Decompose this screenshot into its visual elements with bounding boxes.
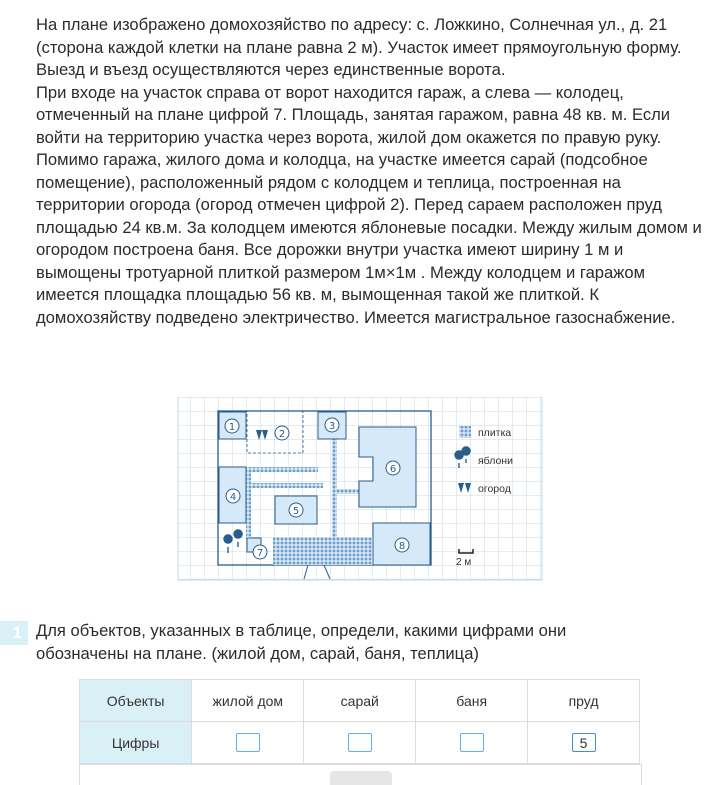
paved-area: [273, 537, 373, 565]
answer-input-pond[interactable]: 5: [572, 733, 596, 752]
answer-input-house[interactable]: [236, 733, 260, 752]
plan-label-2: 2: [278, 429, 286, 440]
building-4: [219, 467, 246, 523]
task-description: [36, 14, 702, 329]
table-row-objects: [80, 680, 640, 722]
bottom-panel: [79, 764, 642, 785]
answer-cell: [416, 722, 528, 764]
plan-label-1: 1: [228, 422, 236, 433]
description-paragraph-2: При входе на участок справа от ворот находится гараж, а слева — колодец, отмеченный на плане цифрой 7. Площадь, занятая гаражом, равна 48 кв. м. Если войти на территорию участка через ворота, жилой дом окажется по правую руку. Помимо гаража, жилого дома и колодца, на участке имеется сарай (подсобное помещение), расположенный рядом с колодцем и теплица, построенная на территории огорода (огород отмечен цифрой 2). Перед сараем расположен пруд площадью 24 кв.м. За колодцем имеются яблоневые посадки. Между жилым домом и огородом построена баня. Все дорожки внутри участка имеют ширину 1 м и вымощены тротуарной плиткой размером 1м×1м . Между колодцем и гаражом имеется площадка площадью 56 кв. м, вымощенная такой же плиткой. К домохозяйству подведено электричество. Имеется магистральное газоснабжение.: [36, 82, 702, 327]
task-question: Для объектов, указанных в таблице, определи, какими цифрами они обозначены на плане. (жилой дом, сарай, баня, теплица): [36, 621, 567, 663]
plan-label-7: 7: [256, 548, 264, 559]
path-vertical-left: [246, 469, 251, 539]
plan-label-4: 4: [229, 492, 237, 503]
answer-cell: [192, 722, 304, 764]
legend-tile-label: плитка: [478, 427, 512, 439]
column-header: сарай: [304, 680, 416, 722]
answer-input-bathhouse[interactable]: [460, 733, 484, 752]
plan-label-8: 8: [398, 541, 406, 552]
legend-apples-label: яблони: [478, 455, 513, 467]
column-header: пруд: [528, 680, 640, 722]
answer-table: [79, 679, 640, 764]
pond-5: [275, 496, 317, 524]
task-number-badge: 1: [0, 621, 28, 645]
building-8: [373, 523, 430, 565]
submit-button[interactable]: [330, 771, 392, 785]
path-to-house: [337, 489, 359, 494]
scale-label: 2 м: [456, 557, 472, 568]
plan-label-5: 5: [292, 506, 300, 517]
column-header: жилой дом: [192, 680, 304, 722]
path-horizontal-top: [246, 467, 318, 472]
path-vertical-center: [332, 439, 337, 537]
path-horizontal-mid: [251, 483, 323, 488]
building-3: [318, 412, 346, 439]
row-header-objects: Объекты: [80, 680, 192, 722]
building-1: [219, 412, 246, 439]
description-paragraph-1: На плане изображено домохозяйство по адресу: с. Ложкино, Солнечная ул., д. 21 (сторона каждой клетки на плане равна 2 м). Участок имеет прямоугольную форму. Выезд и въезд осуществляются через единственные ворота.: [36, 15, 682, 79]
plan-label-6: 6: [389, 464, 397, 475]
column-header: баня: [416, 680, 528, 722]
answer-cell: [528, 722, 640, 764]
answer-cell: [304, 722, 416, 764]
row-header-digits: Цифры: [80, 722, 192, 764]
site-plan: [176, 397, 546, 583]
plan-label-3: 3: [328, 421, 336, 432]
legend-garden-label: огород: [478, 483, 511, 495]
answer-input-shed[interactable]: [348, 733, 372, 752]
legend-tile-swatch: [459, 426, 471, 438]
table-row-digits: [80, 722, 640, 764]
